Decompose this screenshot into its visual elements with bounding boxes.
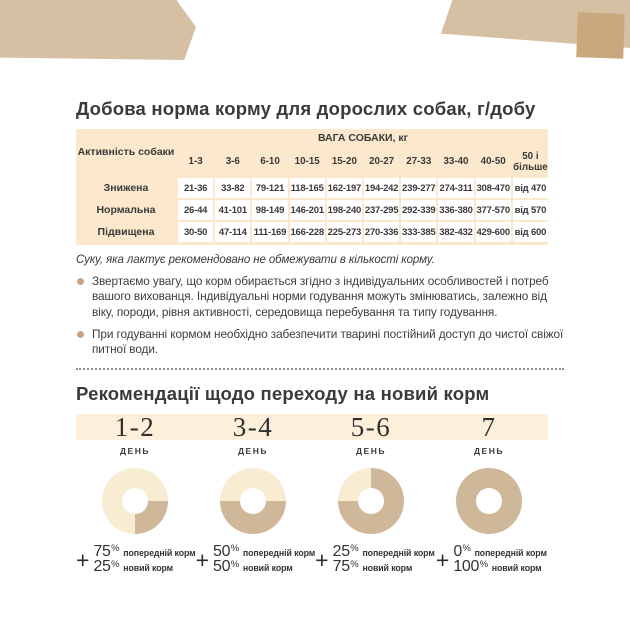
plus-icon: + <box>76 546 90 573</box>
feed-amount-cell: 98-149 <box>252 200 287 220</box>
food-label: попередній корм <box>123 547 196 558</box>
weight-column-header: 10-15 <box>290 149 325 176</box>
package-photo-fragment-left <box>0 0 196 60</box>
feed-amount-cell: 198-240 <box>327 200 362 220</box>
activity-row-label: Нормальна <box>76 200 176 220</box>
percent-sign: % <box>350 558 359 570</box>
infographic-content <box>76 98 564 576</box>
percent-sign: % <box>462 543 471 555</box>
legend-line <box>333 560 435 576</box>
legend-line <box>453 560 547 576</box>
feed-amount-cell: 111-169 <box>252 222 287 242</box>
food-label: новий корм <box>362 563 413 574</box>
weight-column-header: 27-33 <box>401 149 436 176</box>
donut-cell <box>76 468 194 534</box>
lactating-note: Суку, яка лактує рекомендовано не обмежувати в кількості корму. <box>76 254 435 266</box>
activity-header: Активність собаки <box>76 129 176 176</box>
stage-legend <box>76 542 196 576</box>
food-label: попередній корм <box>362 547 435 558</box>
percent-value: 50% <box>213 542 239 560</box>
donut-cell <box>312 468 430 534</box>
note-bullet <box>76 274 564 320</box>
day-labels-row <box>76 440 548 456</box>
percent-value: 50% <box>213 558 239 576</box>
percent-value: 75% <box>332 558 359 576</box>
package-photo-fragment-square <box>576 12 625 59</box>
plus-icon: + <box>315 546 329 573</box>
legend-cell <box>195 542 316 576</box>
feed-amount-cell: 274-311 <box>438 178 473 198</box>
percent-sign: % <box>230 543 239 555</box>
percent-sign: % <box>350 543 359 555</box>
stage-legend <box>435 542 547 576</box>
food-label: новий корм <box>242 563 293 574</box>
activity-row-label: Підвищена <box>76 222 176 242</box>
dotted-divider <box>76 368 564 370</box>
bullet-icon <box>77 331 84 338</box>
donut-hole <box>476 488 502 514</box>
legend-lines <box>453 542 547 576</box>
donut-cell <box>430 468 548 534</box>
feed-amount-cell: 292-339 <box>401 200 436 220</box>
feed-amount-cell: 79-121 <box>252 178 287 198</box>
stage-legend <box>195 542 316 576</box>
transition-donut-chart <box>102 468 168 534</box>
percent-sign: % <box>111 558 120 570</box>
note-bullet <box>76 327 564 358</box>
feed-amount-cell: 382-432 <box>438 222 473 242</box>
feed-amount-cell: 270-336 <box>364 222 399 242</box>
feed-amount-cell: 336-380 <box>438 200 473 220</box>
transition-donut-chart <box>456 468 522 534</box>
feed-amount-cell: від 470 <box>513 178 548 198</box>
day-label: ДЕНЬ <box>238 445 268 456</box>
weight-column-header: 50 і більше <box>513 149 548 176</box>
day-number: 3-4 <box>232 411 274 442</box>
weight-column-header: 3-6 <box>215 149 250 176</box>
donut-cell <box>194 468 312 534</box>
plus-icon: + <box>195 546 210 573</box>
bullet-icon <box>77 278 84 285</box>
legend-lines <box>93 542 196 576</box>
feed-amount-cell: 146-201 <box>290 200 325 220</box>
food-label: новий корм <box>491 563 542 574</box>
legend-cell <box>76 542 196 576</box>
percent-sign: % <box>479 558 488 570</box>
legend-line <box>93 560 195 576</box>
feed-amount-cell: від 570 <box>513 200 548 220</box>
feed-amount-cell: 377-570 <box>476 200 511 220</box>
percent-sign: % <box>111 543 120 555</box>
legend-cell <box>315 542 435 576</box>
feed-amount-cell: 162-197 <box>327 178 362 198</box>
feeding-table <box>76 129 548 245</box>
feed-amount-cell: 237-295 <box>364 200 399 220</box>
weight-column-header: 40-50 <box>476 149 511 176</box>
percent-value: 25% <box>332 542 359 560</box>
feed-amount-cell: від 600 <box>513 222 548 242</box>
feed-amount-cell: 194-242 <box>364 178 399 198</box>
day-label: ДЕНЬ <box>120 445 150 456</box>
note-text: При годуванні кормом необхідно забезпечити тварині постійний доступ до чистої свіжої питної води. <box>92 326 564 357</box>
percent-value: 75% <box>93 542 120 560</box>
day-label: ДЕНЬ <box>474 445 504 456</box>
plus-icon: + <box>435 546 450 573</box>
transition-donut-chart <box>220 468 286 534</box>
activity-row-label: Знижена <box>76 178 176 198</box>
weight-column-header: 20-27 <box>364 149 399 176</box>
weight-column-header: 33-40 <box>438 149 473 176</box>
day-label: ДЕНЬ <box>356 445 386 456</box>
day-number: 5-6 <box>350 411 392 442</box>
feed-amount-cell: 47-114 <box>215 222 250 242</box>
legend-cell <box>435 542 548 576</box>
transition-title: Рекомендації щодо переходу на новий корм <box>76 382 490 404</box>
feeding-table-title: Добова норма корму для дорослих собак, г/добу <box>76 98 536 119</box>
legend-row <box>76 534 548 576</box>
feed-amount-cell: 239-277 <box>401 178 436 198</box>
feed-amount-cell: 118-165 <box>290 178 325 198</box>
donut-hole <box>358 488 384 514</box>
donut-row <box>76 456 548 534</box>
donut-hole <box>122 488 148 514</box>
feed-amount-cell: 41-101 <box>215 200 250 220</box>
percent-sign: % <box>230 558 239 570</box>
transition-donut-chart <box>338 468 404 534</box>
feed-amount-cell: 21-36 <box>178 178 213 198</box>
legend-lines <box>213 542 316 576</box>
day-number: 1-2 <box>114 411 156 442</box>
transition-stages <box>76 411 548 576</box>
note-text: Звертаємо увагу, що корм обирається згідно з індивідуальних особливостей і потреб вашого вихованця. Індивідуальні норми годування можуть змінюватись, залежно від віку, породи, рівня активності, середовища перебування та типу годування. <box>92 274 549 319</box>
feed-amount-cell: 333-385 <box>401 222 436 242</box>
weight-column-header: 6-10 <box>252 149 287 176</box>
percent-value: 0% <box>453 542 471 560</box>
percent-value: 100% <box>453 558 488 576</box>
feed-amount-cell: 166-228 <box>290 222 325 242</box>
percent-value: 25% <box>93 558 120 576</box>
food-label: новий корм <box>123 563 174 574</box>
weight-column-header: 15-20 <box>327 149 362 176</box>
feed-amount-cell: 26-44 <box>178 200 213 220</box>
food-label: попередній корм <box>474 547 547 558</box>
feed-amount-cell: 308-470 <box>476 178 511 198</box>
feed-amount-cell: 33-82 <box>215 178 250 198</box>
feed-amount-cell: 225-273 <box>327 222 362 242</box>
legend-lines <box>332 542 435 576</box>
day-numbers-row <box>76 411 548 442</box>
weight-header: ВАГА СОБАКИ, кг <box>178 129 548 147</box>
feed-amount-cell: 30-50 <box>178 222 213 242</box>
weight-column-header: 1-3 <box>178 149 213 176</box>
day-number: 7 <box>481 411 497 442</box>
feed-amount-cell: 429-600 <box>476 222 511 242</box>
food-label: попередній корм <box>242 547 316 558</box>
donut-hole <box>240 488 266 514</box>
stage-legend <box>315 542 435 576</box>
legend-line <box>213 560 315 576</box>
